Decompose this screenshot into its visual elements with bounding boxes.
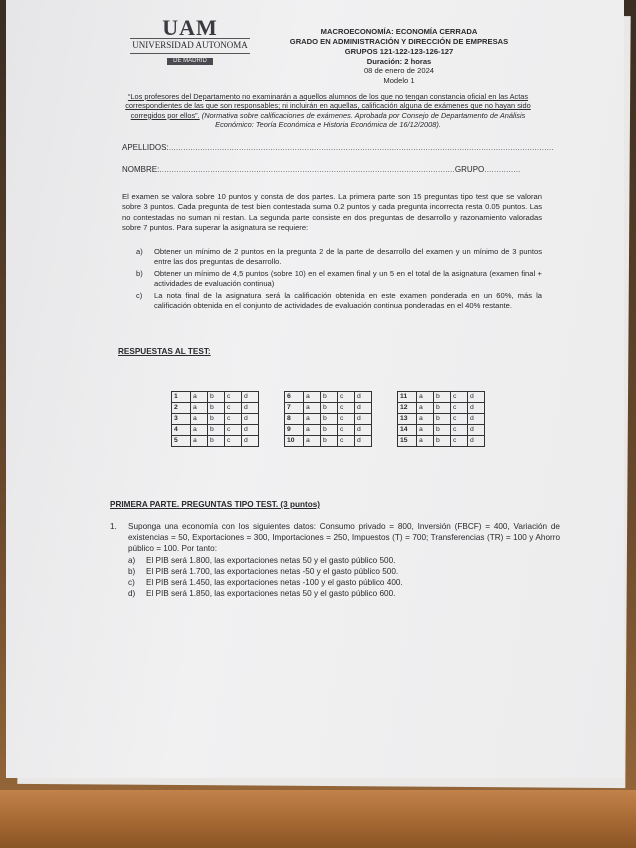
exam-model: Modelo 1 xyxy=(383,76,415,86)
answer-row xyxy=(285,403,372,414)
answer-choice-cell[interactable]: c xyxy=(451,436,468,447)
requirements-list xyxy=(136,247,542,313)
answer-row xyxy=(398,414,485,425)
option-letter: c) xyxy=(128,578,135,588)
question-number: 1. xyxy=(110,522,117,531)
answer-choice-cell[interactable]: c xyxy=(338,392,355,403)
answer-choice-cell[interactable]: d xyxy=(468,425,485,436)
answer-choice-cell[interactable]: d xyxy=(242,425,259,436)
answer-row xyxy=(172,436,259,447)
university-logo xyxy=(130,15,250,65)
answer-choice-cell[interactable]: d xyxy=(468,414,485,425)
answer-choice-cell[interactable]: c xyxy=(451,392,468,403)
answer-choice-cell[interactable]: c xyxy=(338,436,355,447)
answer-row xyxy=(398,436,485,447)
question-1 xyxy=(110,521,560,600)
answer-table-1 xyxy=(171,391,259,447)
answer-row xyxy=(398,392,485,403)
grupo-line: ............... xyxy=(484,165,521,174)
answer-choice-cell[interactable]: a xyxy=(191,414,208,425)
answer-choice-cell[interactable]: d xyxy=(242,414,259,425)
answer-choice-cell[interactable]: a xyxy=(191,403,208,414)
exam-header xyxy=(274,27,524,86)
answer-choice-cell[interactable]: b xyxy=(321,392,338,403)
answer-row xyxy=(172,414,259,425)
answer-choice-cell[interactable]: b xyxy=(208,392,225,403)
notice-normative: (Normativa sobre calificaciones de exámenes. Aprobada por Consejo de Departamento de Análisis Económico: Teoría Económica e Historia Económica de 16/12/2008). xyxy=(201,110,526,130)
answer-choice-cell[interactable]: a xyxy=(417,403,434,414)
answer-choice-cell[interactable]: a xyxy=(304,403,321,414)
question-number-cell: 13 xyxy=(398,414,417,425)
answer-choice-cell[interactable]: b xyxy=(321,403,338,414)
question-number-cell: 14 xyxy=(398,425,417,436)
question-text: Suponga una economía con los siguientes datos: Consumo privado = 800, Inversión (FBCF) = 400, Variación de existencias = 50, Exportaciones = 300, Importaciones = 250, Impuestos (T) = 700; Transferencias (TR) = 100 y Ahorro público = 100. Por tanto: xyxy=(128,522,560,554)
requirement-text: La nota final de la asignatura será la calificación obtenida en este examen ponderada en un 60%, más la calificación obtenida en el conjunto de actividades de evaluación continua ponderadas en el 40% restante. xyxy=(154,291,542,311)
answer-choice-cell[interactable]: d xyxy=(242,436,259,447)
answer-choice-cell[interactable]: a xyxy=(304,392,321,403)
exam-sheet xyxy=(6,0,624,778)
question-number-cell: 7 xyxy=(285,403,304,414)
answer-choice-cell[interactable]: a xyxy=(417,392,434,403)
question-number-cell: 8 xyxy=(285,414,304,425)
answer-choice-cell[interactable]: c xyxy=(225,414,242,425)
answer-row xyxy=(285,414,372,425)
requirement-item xyxy=(136,247,542,267)
answer-choice-cell[interactable]: d xyxy=(355,425,372,436)
logo-letters: UAM xyxy=(162,15,218,40)
question-number-cell: 3 xyxy=(172,414,191,425)
question-stem xyxy=(110,521,560,555)
question-number-cell: 2 xyxy=(172,403,191,414)
question-number-cell: 6 xyxy=(285,392,304,403)
answer-choice-cell[interactable]: b xyxy=(321,425,338,436)
answer-choice-cell[interactable]: d xyxy=(355,436,372,447)
course-title: MACROECONOMÍA: ECONOMÍA CERRADA xyxy=(320,27,478,36)
requirement-item xyxy=(136,291,542,311)
answer-table-3 xyxy=(397,391,485,447)
notice-quote: “Los profesores del Departamento no examinarán a aquellos alumnos de los que no tengan constancia oficial en las Actas correspondientes de las que son responsables; ni incluirán en aquellas, calificación alguna de exámenes que no hayan sido corregidos por ellos”. xyxy=(125,92,531,120)
logo-city: DE MADRID xyxy=(167,58,213,66)
question-number-cell: 10 xyxy=(285,436,304,447)
answer-choice-cell[interactable]: a xyxy=(304,436,321,447)
requirement-item xyxy=(136,269,542,289)
answer-choice-cell[interactable]: a xyxy=(417,414,434,425)
requirement-marker: b) xyxy=(136,269,143,279)
option-text: El PIB será 1.850, las exportaciones netas 50 y el gasto público 600. xyxy=(146,589,396,599)
answer-choice-cell[interactable]: c xyxy=(451,414,468,425)
answer-choice-cell[interactable]: d xyxy=(242,392,259,403)
question-number-cell: 12 xyxy=(398,403,417,414)
option-letter: d) xyxy=(128,589,136,599)
answer-choice-cell[interactable]: b xyxy=(208,425,225,436)
answer-choice-cell[interactable]: c xyxy=(338,425,355,436)
apellidos-field[interactable] xyxy=(122,143,554,153)
option-letter: b) xyxy=(128,566,136,576)
answer-choice-cell[interactable]: b xyxy=(208,403,225,414)
answer-choice-cell[interactable]: b xyxy=(208,436,225,447)
exam-date: 08 de enero de 2024 xyxy=(363,66,435,76)
answer-choice-cell[interactable]: a xyxy=(304,414,321,425)
groups: GRUPOS 121-122-123-126-127 xyxy=(344,46,454,56)
requirement-marker: a) xyxy=(136,247,143,256)
answer-row xyxy=(285,425,372,436)
answer-option[interactable] xyxy=(128,577,560,588)
answer-choice-cell[interactable]: b xyxy=(434,425,451,436)
desk-surface xyxy=(0,790,636,848)
answer-row xyxy=(285,436,372,447)
option-text: El PIB será 1.800, las exportaciones netas 50 y el gasto público 500. xyxy=(146,555,396,565)
exam-instructions: El examen se valora sobre 10 puntos y consta de dos partes. La primera parte son 15 preguntas tipo test que se valoran sobre 3 puntos. Cada pregunta de test bien contestada suma 0.2 puntos y cada pregunta incorrecta resta 0.05 puntos. Las no contestadas no suman ni restan. La segunda parte consiste en dos preguntas de desarrollo y razonamiento valoradas sobre 7 puntos. Para superar la asignatura se requiere: xyxy=(122,192,542,232)
answer-row xyxy=(398,425,485,436)
answer-choice-cell[interactable]: b xyxy=(208,414,225,425)
nombre-line: .......................................................................................................................... xyxy=(159,165,455,174)
answer-choice-cell[interactable]: c xyxy=(338,414,355,425)
nombre-field[interactable] xyxy=(122,165,521,175)
answer-choice-cell[interactable]: d xyxy=(242,403,259,414)
answer-table-2 xyxy=(284,391,372,447)
answer-option[interactable] xyxy=(128,566,560,577)
answer-choice-cell[interactable]: b xyxy=(434,392,451,403)
requirement-marker: c) xyxy=(136,291,143,301)
degree-name: GRADO EN ADMINISTRACIÓN Y DIRECCIÓN DE EMPRESAS xyxy=(289,36,509,46)
part-one-heading: PRIMERA PARTE. PREGUNTAS TIPO TEST. (3 puntos) xyxy=(110,500,320,509)
answer-choice-cell[interactable]: d xyxy=(468,392,485,403)
answer-choice-cell[interactable]: c xyxy=(225,436,242,447)
answer-choice-cell[interactable]: d xyxy=(468,436,485,447)
answer-choice-cell[interactable]: c xyxy=(451,425,468,436)
answer-choice-cell[interactable]: c xyxy=(338,403,355,414)
answer-choice-cell[interactable]: c xyxy=(451,403,468,414)
answer-choice-cell[interactable]: d xyxy=(355,392,372,403)
answer-choice-cell[interactable]: c xyxy=(225,403,242,414)
answer-choice-cell[interactable]: a xyxy=(191,436,208,447)
option-text: El PIB será 1.450, las exportaciones netas -100 y el gasto público 400. xyxy=(146,578,403,588)
answer-option[interactable] xyxy=(128,588,560,599)
apellidos-line: ............................................................................................................................................................... xyxy=(168,143,554,152)
nombre-label: NOMBRE: xyxy=(122,165,160,174)
requirement-text: Obtener un mínimo de 2 puntos en la pregunta 2 de la parte de desarrollo del examen y un mínimo de 3 puntos entre las dos preguntas de desarrollo. xyxy=(154,247,542,267)
option-text: El PIB será 1.700, las exportaciones netas -50 y el gasto público 500. xyxy=(146,566,399,576)
answer-choice-cell[interactable]: b xyxy=(434,414,451,425)
answer-choice-cell[interactable]: d xyxy=(468,403,485,414)
question-number-cell: 11 xyxy=(398,392,417,403)
answer-choice-cell[interactable]: b xyxy=(434,436,451,447)
answer-choice-cell[interactable]: b xyxy=(321,414,338,425)
answer-choice-cell[interactable]: a xyxy=(191,425,208,436)
apellidos-label: APELLIDOS: xyxy=(122,143,169,152)
answer-row xyxy=(172,403,259,414)
answer-row xyxy=(172,392,259,403)
logo-university: UNIVERSIDAD AUTONOMA xyxy=(130,38,250,54)
answer-choice-cell[interactable]: a xyxy=(191,392,208,403)
answer-choice-cell[interactable]: a xyxy=(304,425,321,436)
answer-option[interactable] xyxy=(128,555,560,566)
grupo-label: GRUPO xyxy=(454,165,485,174)
answers-heading: RESPUESTAS AL TEST: xyxy=(118,347,211,356)
question-number-cell: 15 xyxy=(398,436,417,447)
answer-choice-cell[interactable]: b xyxy=(321,436,338,447)
answer-choice-cell[interactable]: c xyxy=(225,392,242,403)
question-number-cell: 1 xyxy=(172,392,191,403)
answer-choice-cell[interactable]: a xyxy=(417,436,434,447)
answer-choice-cell[interactable]: d xyxy=(355,403,372,414)
answer-choice-cell[interactable]: c xyxy=(225,425,242,436)
answer-row xyxy=(172,425,259,436)
question-number-cell: 9 xyxy=(285,425,304,436)
answer-choice-cell[interactable]: a xyxy=(417,425,434,436)
question-number-cell: 5 xyxy=(172,436,191,447)
answer-row xyxy=(285,392,372,403)
answer-row xyxy=(398,403,485,414)
answer-choice-cell[interactable]: d xyxy=(355,414,372,425)
requirement-text: Obtener un mínimo de 4,5 puntos (sobre 10) en el examen final y un 5 en el total de la asignatura (examen final + actividades de evaluación continua) xyxy=(154,269,542,289)
duration: Duración: 2 horas xyxy=(366,56,432,66)
answer-choice-cell[interactable]: b xyxy=(434,403,451,414)
option-letter: a) xyxy=(128,555,136,565)
department-notice xyxy=(118,92,538,130)
question-number-cell: 4 xyxy=(172,425,191,436)
